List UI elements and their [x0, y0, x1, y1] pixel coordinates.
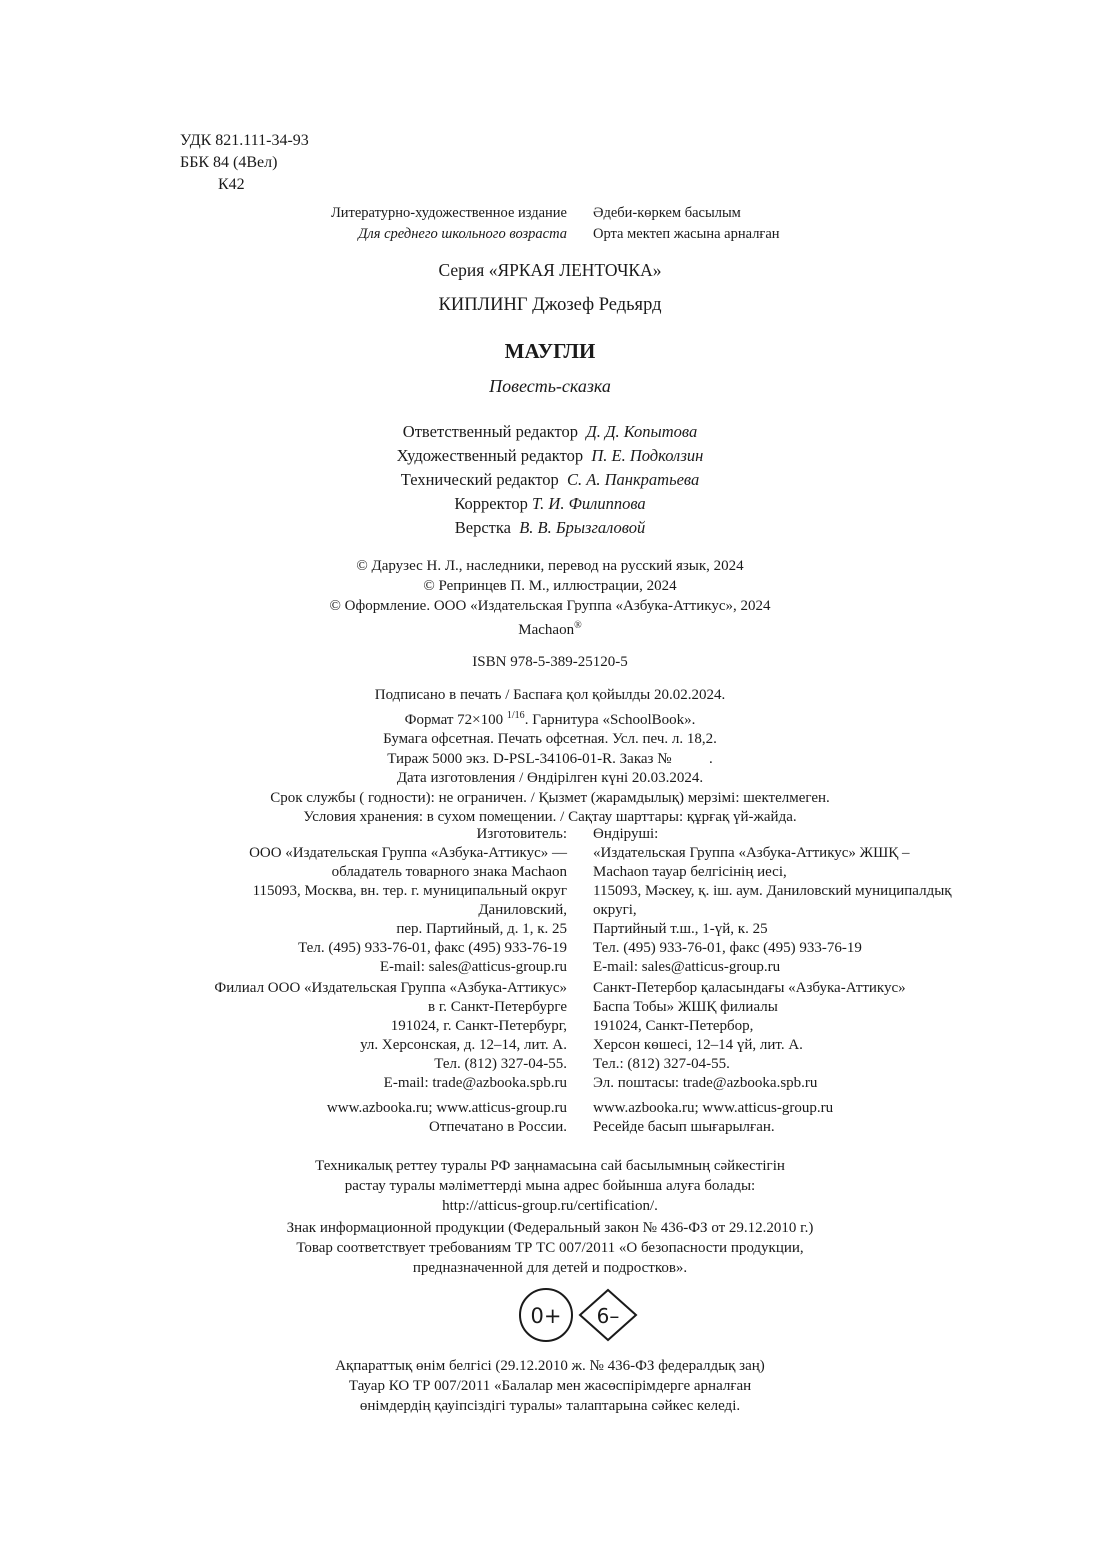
staff-role: Ответственный редактор: [402, 422, 578, 441]
copyright-translation: © Дарузес Н. Л., наследники, перевод на русский язык, 2024: [356, 558, 744, 574]
branch-ru: [107, 979, 567, 1093]
certification-note: [0, 1156, 1100, 1216]
text-line: округі,: [593, 902, 637, 918]
text-line: в г. Санкт-Петербурге: [428, 999, 567, 1015]
text-line: Баспа Тобы» ЖШҚ филиалы: [593, 999, 778, 1015]
copyright-block: [0, 556, 1100, 640]
kz-info-product-sign: [0, 1356, 1100, 1416]
printed-in: Отпечатано в России.: [429, 1119, 567, 1135]
series-line: Серия «ЯРКАЯ ЛЕНТОЧКА»: [438, 260, 662, 280]
registered-mark: ®: [574, 620, 582, 631]
age-circle-label: 0+: [530, 1304, 562, 1328]
edition-ru-age: Для среднего школьного возраста: [358, 226, 567, 242]
text-line: обладатель товарного знака Machaon: [331, 864, 567, 880]
text-line: Тел.: (812) 327-04-55.: [593, 1056, 730, 1072]
edition-ru-type: Литературно-художественное издание: [330, 205, 567, 221]
text-line: Тауар КО ТР 007/2011 «Балалар мен жасөспірімдерге арналған: [348, 1378, 752, 1394]
copyright-illustrations: © Репринцев П. М., иллюстрации, 2024: [423, 578, 677, 594]
text-line: Техникалық реттеу туралы РФ заңнамасына сай басылымның сәйкестігін: [315, 1158, 785, 1174]
edition-kz-age: Орта мектеп жасына арналған: [593, 226, 780, 242]
copyright-design: © Оформление. ООО «Издательская Группа «Азбука-Аттикус», 2024: [329, 598, 771, 614]
staff-role: Художественный редактор: [396, 446, 584, 465]
manufacturer-kz: [593, 825, 1013, 977]
text-line: Тел. (812) 327-04-55.: [434, 1056, 567, 1072]
staff-role: Корректор: [454, 494, 528, 513]
print-paper: Бумага офсетная. Печать офсетная. Усл. печ. л. 18,2.: [383, 731, 717, 747]
staff-role: Верстка: [454, 518, 511, 537]
staff-name: В. В. Брызгаловой: [519, 518, 646, 537]
text-line: өнімдердің қауіпсіздігі туралы» талаптарына сәйкес келеді.: [359, 1398, 741, 1414]
text-line: Өндіруші:: [593, 826, 659, 842]
branch-kz: [593, 979, 1013, 1093]
staff-role: Технический редактор: [400, 470, 559, 489]
staff-row: [0, 444, 1100, 468]
text-line: Тел. (495) 933-76-01, факс (495) 933-76-19: [298, 940, 567, 956]
text-line: Херсон көшесі, 12–14 үй, лит. А.: [593, 1037, 803, 1053]
staff-name: Т. И. Филиппова: [532, 494, 646, 513]
staff-name: Д. Д. Копытова: [586, 422, 698, 441]
staff-row: [0, 516, 1100, 540]
age-diamond-label: 6–: [596, 1304, 620, 1328]
web-ru: [107, 1099, 567, 1137]
text-line: Тел. (495) 933-76-01, факс (495) 933-76-19: [593, 940, 862, 956]
web-links: www.azbooka.ru; www.atticus-group.ru: [593, 1100, 834, 1116]
text-line: E-mail: sales@atticus-group.ru: [379, 959, 567, 975]
text-line: предназначенной для детей и подростков».: [412, 1260, 688, 1276]
edition-kz: [593, 203, 993, 245]
format-fraction: 1/16: [506, 709, 525, 721]
book-subtitle: Повесть-сказка: [489, 376, 611, 396]
print-storage: Условия хранения: в сухом помещении. / Сақтау шарттары: құрғақ үй-жайда.: [303, 809, 797, 825]
manufacturer-ru: [107, 825, 567, 977]
book-title: МАУГЛИ: [504, 339, 596, 363]
text-line: 115093, Москва, вн. тер. г. муниципальный округ: [252, 883, 567, 899]
web-kz: [593, 1099, 1013, 1137]
print-format: Формат 72×100 $^{1/16}$. Гарнитура «SchoolBook».: [404, 709, 696, 728]
staff-row: [0, 468, 1100, 492]
author-line: КИПЛИНГ Джозеф Редьярд: [438, 295, 662, 315]
edition-kz-type: Әдеби-көркем басылым: [593, 205, 741, 221]
text-line: E-mail: trade@azbooka.spb.ru: [383, 1075, 567, 1091]
text-line: Филиал ООО «Издательская Группа «Азбука-Аттикус»: [214, 980, 567, 996]
print-date: Дата изготовления / Өндірілген күні 20.03.2024.: [396, 770, 704, 786]
text-line: Machaon тауар белгісінің иесі,: [593, 864, 787, 880]
text-line: http://atticus-group.ru/certification/.: [442, 1198, 658, 1214]
staff-row: [0, 420, 1100, 444]
text-line: Товар соответствует требованиям ТР ТС 007/2011 «О безопасности продукции,: [296, 1240, 804, 1256]
text-line: ул. Херсонская, д. 12–14, лит. А.: [360, 1037, 567, 1053]
text-line: Санкт-Петербор қаласындағы «Азбука-Аттикус»: [593, 980, 906, 996]
text-line: 115093, Мәскеу, қ. іш. аум. Даниловский муниципалдық: [593, 883, 952, 899]
printed-in: Ресейде басып шығарылған.: [593, 1119, 775, 1135]
classification-codes: [180, 130, 309, 196]
text-line: Знак информационной продукции (Федеральный закон № 436-ФЗ от 29.12.2010 г.): [286, 1220, 814, 1236]
staff-list: [0, 420, 1100, 540]
print-data: [0, 686, 1100, 828]
text-line: Даниловский,: [478, 902, 567, 918]
staff-row: [0, 492, 1100, 516]
print-service-life: Срок службы ( годности): не ограничен. / Қызмет (жарамдылық) мерзімі: шектелмеген.: [270, 789, 830, 806]
text-line: «Издательская Группа «Азбука-Аттикус» ЖШҚ –: [593, 845, 910, 861]
staff-name: П. Е. Подколзин: [591, 446, 704, 465]
text-line: Ақпараттық өнім белгісі (29.12.2010 ж. № 436-ФЗ федералдық заң): [335, 1358, 765, 1374]
text-line: 191024, г. Санкт-Петербург,: [390, 1018, 567, 1034]
info-product-sign: [0, 1218, 1100, 1278]
text-line: ООО «Издательская Группа «Азбука-Аттикус» —: [249, 845, 567, 861]
udk-code: УДК 821.111-34-93: [180, 132, 309, 149]
print-run: Тираж 5000 экз. D-PSL-34106-01-R. Заказ № .: [387, 750, 713, 767]
text-line: Партийный т.ш., 1-үй, к. 25: [593, 921, 768, 937]
isbn: ISBN 978-5-389-25120-5: [472, 654, 628, 670]
web-links: www.azbooka.ru; www.atticus-group.ru: [326, 1100, 567, 1116]
age-rating-marks: [518, 1287, 648, 1347]
brand-machaon: Machaon®: [518, 620, 582, 638]
text-line: 191024, Санкт-Петербор,: [593, 1018, 754, 1034]
edition-ru: [167, 203, 567, 245]
author-mark: К42: [218, 176, 245, 193]
text-line: пер. Партийный, д. 1, к. 25: [396, 921, 567, 937]
text-line: Изготовитель:: [476, 826, 567, 842]
print-signed: Подписано в печать / Баспаға қол қойылды 20.02.2024.: [374, 687, 726, 703]
staff-name: С. А. Панкратьева: [567, 470, 700, 489]
text-line: E-mail: sales@atticus-group.ru: [593, 959, 781, 975]
bbk-code: ББК 84 (4Вел): [180, 154, 278, 171]
text-line: Эл. поштасы: trade@azbooka.spb.ru: [593, 1075, 818, 1091]
text-line: растау туралы мәліметтерді мына адрес бойынша алуға болады:: [344, 1178, 756, 1194]
